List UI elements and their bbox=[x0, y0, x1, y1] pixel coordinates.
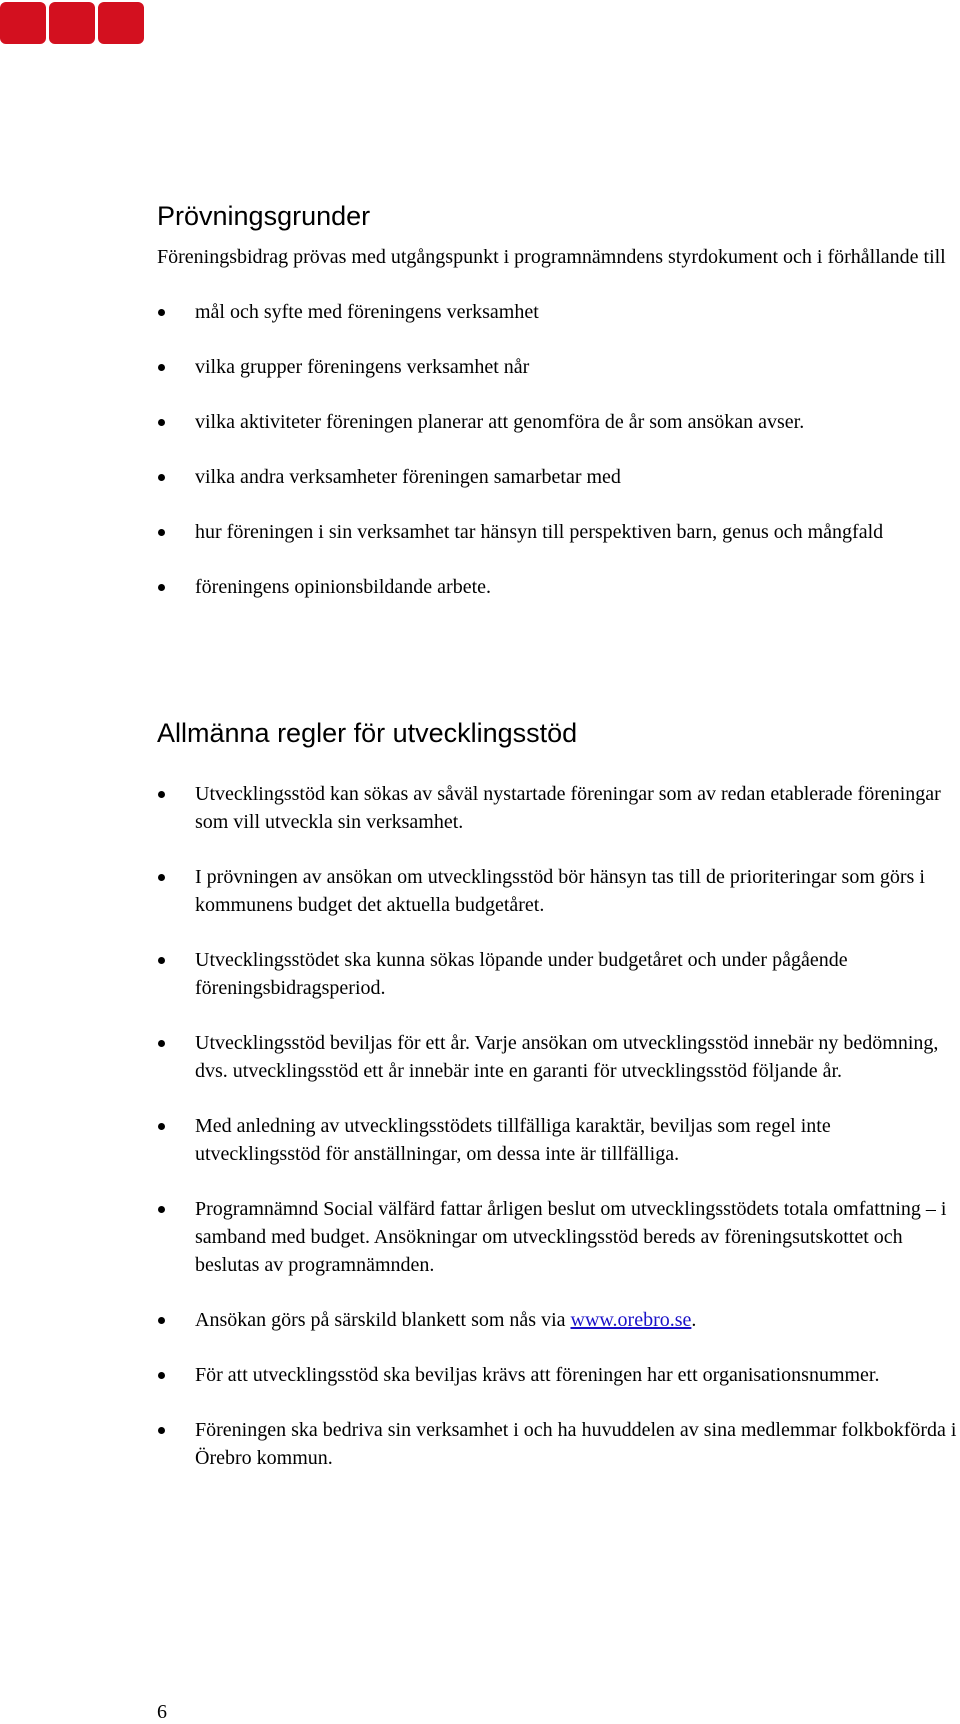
rules-list bbox=[157, 780, 957, 1472]
list-item-with-link bbox=[157, 1306, 957, 1334]
logo-square bbox=[0, 2, 46, 44]
list-item: vilka grupper föreningens verksamhet når bbox=[157, 353, 957, 381]
logo-square bbox=[49, 2, 95, 44]
page-number: 6 bbox=[157, 1701, 167, 1723]
list-item: Med anledning av utvecklingsstödets tillfälliga karaktär, beviljas som regel inte utvecklingsstöd för anställningar, om dessa inte är tillfälliga. bbox=[157, 1112, 957, 1168]
list-item: Programnämnd Social välfärd fattar årligen beslut om utvecklingsstödets totala omfattning – i samband med budget. Ansökningar om utvecklingsstöd bereds av föreningsutskottet och beslutas av programnämnden. bbox=[157, 1195, 957, 1279]
list-item: mål och syfte med föreningens verksamhet bbox=[157, 298, 957, 326]
section-heading: Allmänna regler för utvecklingsstöd bbox=[157, 718, 578, 748]
list-item: föreningens opinionsbildande arbete. bbox=[157, 573, 957, 601]
section-allmanna-regler bbox=[157, 716, 957, 1499]
list-item: För att utvecklingsstöd ska beviljas krävs att föreningen har ett organisationsnummer. bbox=[157, 1361, 957, 1389]
link-item-text: Ansökan görs på särskild blankett som nås via bbox=[195, 1309, 571, 1331]
logo-square bbox=[98, 2, 144, 44]
list-item: I prövningen av ansökan om utvecklingsstöd bör hänsyn tas till de prioriteringar som görs i kommunens budget det aktuella budgetåret. bbox=[157, 863, 957, 919]
section-intro: Föreningsbidrag prövas med utgångspunkt i programnämndens styrdokument och i förhållande till bbox=[157, 246, 946, 268]
three-red-squares-logo bbox=[0, 2, 144, 44]
section-provningsgrunder bbox=[157, 199, 957, 628]
list-item: hur föreningen i sin verksamhet tar hänsyn till perspektiven barn, genus och mångfald bbox=[157, 518, 957, 546]
list-item: Utvecklingsstöd beviljas för ett år. Varje ansökan om utvecklingsstöd innebär ny bedömning, dvs. utvecklingsstöd ett år innebär inte en garanti för utvecklingsstöd följande år. bbox=[157, 1029, 957, 1085]
list-item: vilka andra verksamheter föreningen samarbetar med bbox=[157, 463, 957, 491]
list-item: Föreningen ska bedriva sin verksamhet i och ha huvuddelen av sina medlemmar folkbokförda i Örebro kommun. bbox=[157, 1416, 957, 1472]
section-heading: Prövningsgrunder bbox=[157, 201, 371, 231]
link-item-suffix: . bbox=[691, 1309, 697, 1331]
list-item: Utvecklingsstöd kan sökas av såväl nystartade föreningar som av redan etablerade föreningar som vill utveckla sin verksamhet. bbox=[157, 780, 957, 836]
orebro-link[interactable]: www.orebro.se bbox=[570, 1309, 692, 1331]
criteria-list bbox=[157, 298, 957, 601]
list-item: Utvecklingsstödet ska kunna sökas löpande under budgetåret och under pågående föreningsbidragsperiod. bbox=[157, 946, 957, 1002]
list-item: vilka aktiviteter föreningen planerar att genomföra de år som ansökan avser. bbox=[157, 408, 957, 436]
